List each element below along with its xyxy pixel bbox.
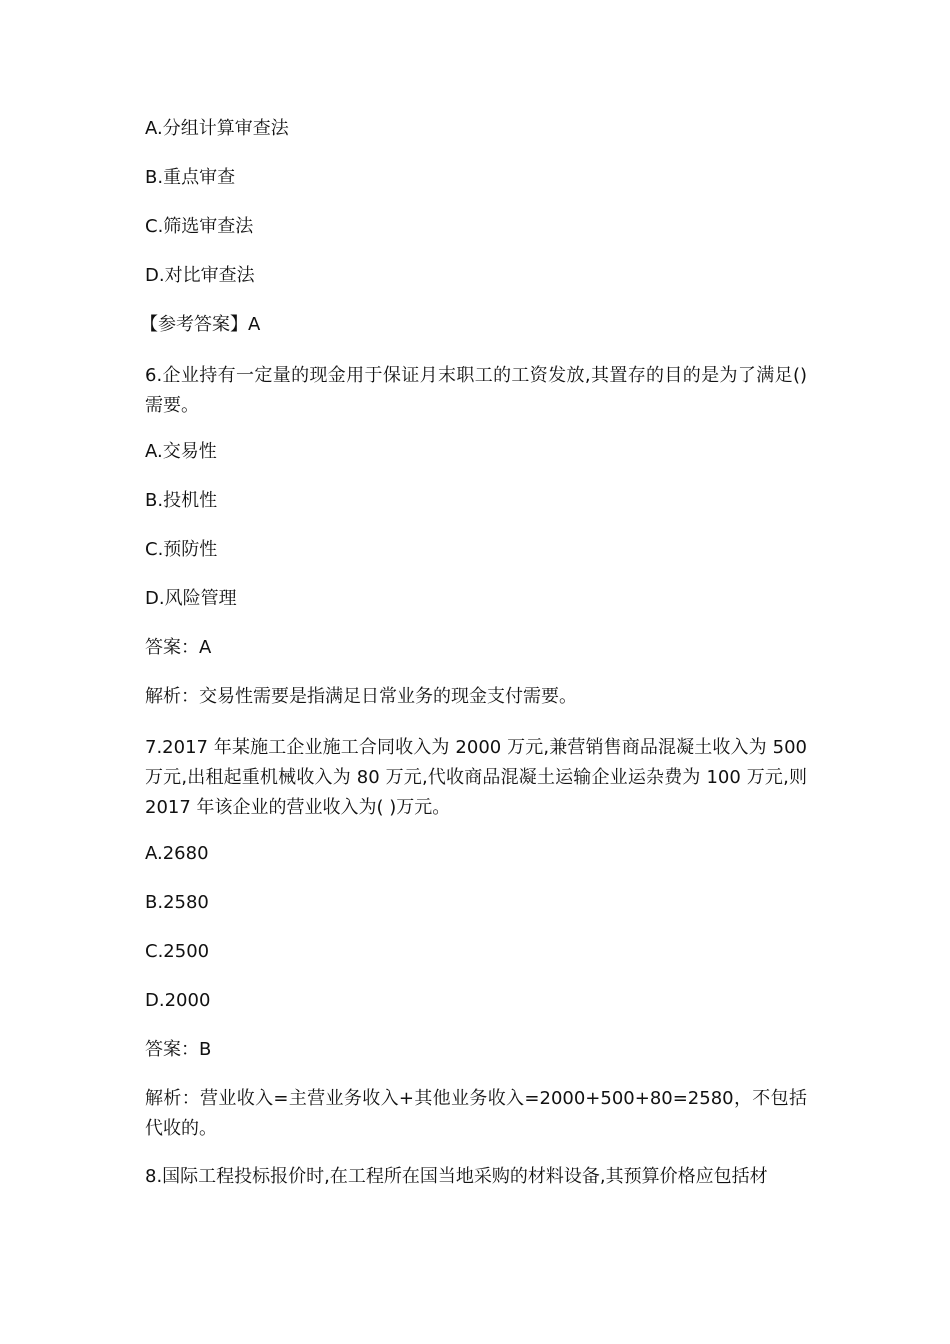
q6-option-b: B.投机性 xyxy=(145,490,218,511)
q7-answer: 答案：B xyxy=(145,1039,212,1060)
q6-option-d: D.风险管理 xyxy=(145,588,237,609)
q6-option-a: A.交易性 xyxy=(145,441,217,462)
q7-option-b: B.2580 xyxy=(145,892,209,913)
q6-option-c: C.预防性 xyxy=(145,539,218,560)
q7-option-c: C.2500 xyxy=(145,941,210,962)
q7-stem: 7.2017 年某施工企业施工合同收入为 2000 万元,兼营销售商品混凝土收入为 500 万元,出租起重机械收入为 80 万元,代收商品混凝土运输企业运杂费为 100 万元,则 2017 年该企业的营业收入为( )万元。 xyxy=(145,737,807,818)
q6-answer: 答案：A xyxy=(145,637,212,658)
q6-analysis: 解析：交易性需要是指满足日常业务的现金支付需要。 xyxy=(145,686,577,707)
q6-stem: 6.企业持有一定量的现金用于保证月末职工的工资发放,其置存的目的是为了满足()需要。 xyxy=(145,365,807,416)
q7-option-d: D.2000 xyxy=(145,990,211,1011)
q7-analysis: 解析：营业收入=主营业务收入+其他业务收入=2000+500+80=2580，不包括代收的。 xyxy=(145,1088,807,1139)
q5-option-d: D.对比审查法 xyxy=(145,265,255,286)
q5-option-a: A.分组计算审查法 xyxy=(145,118,289,139)
q7-option-a: A.2680 xyxy=(145,843,209,864)
q5-answer: 【参考答案】A xyxy=(140,314,261,335)
q5-option-c: C.筛选审查法 xyxy=(145,216,254,237)
q5-option-b: B.重点审查 xyxy=(145,167,236,188)
q8-stem: 8.国际工程投标报价时,在工程所在国当地采购的材料设备,其预算价格应包括材 xyxy=(145,1166,768,1187)
